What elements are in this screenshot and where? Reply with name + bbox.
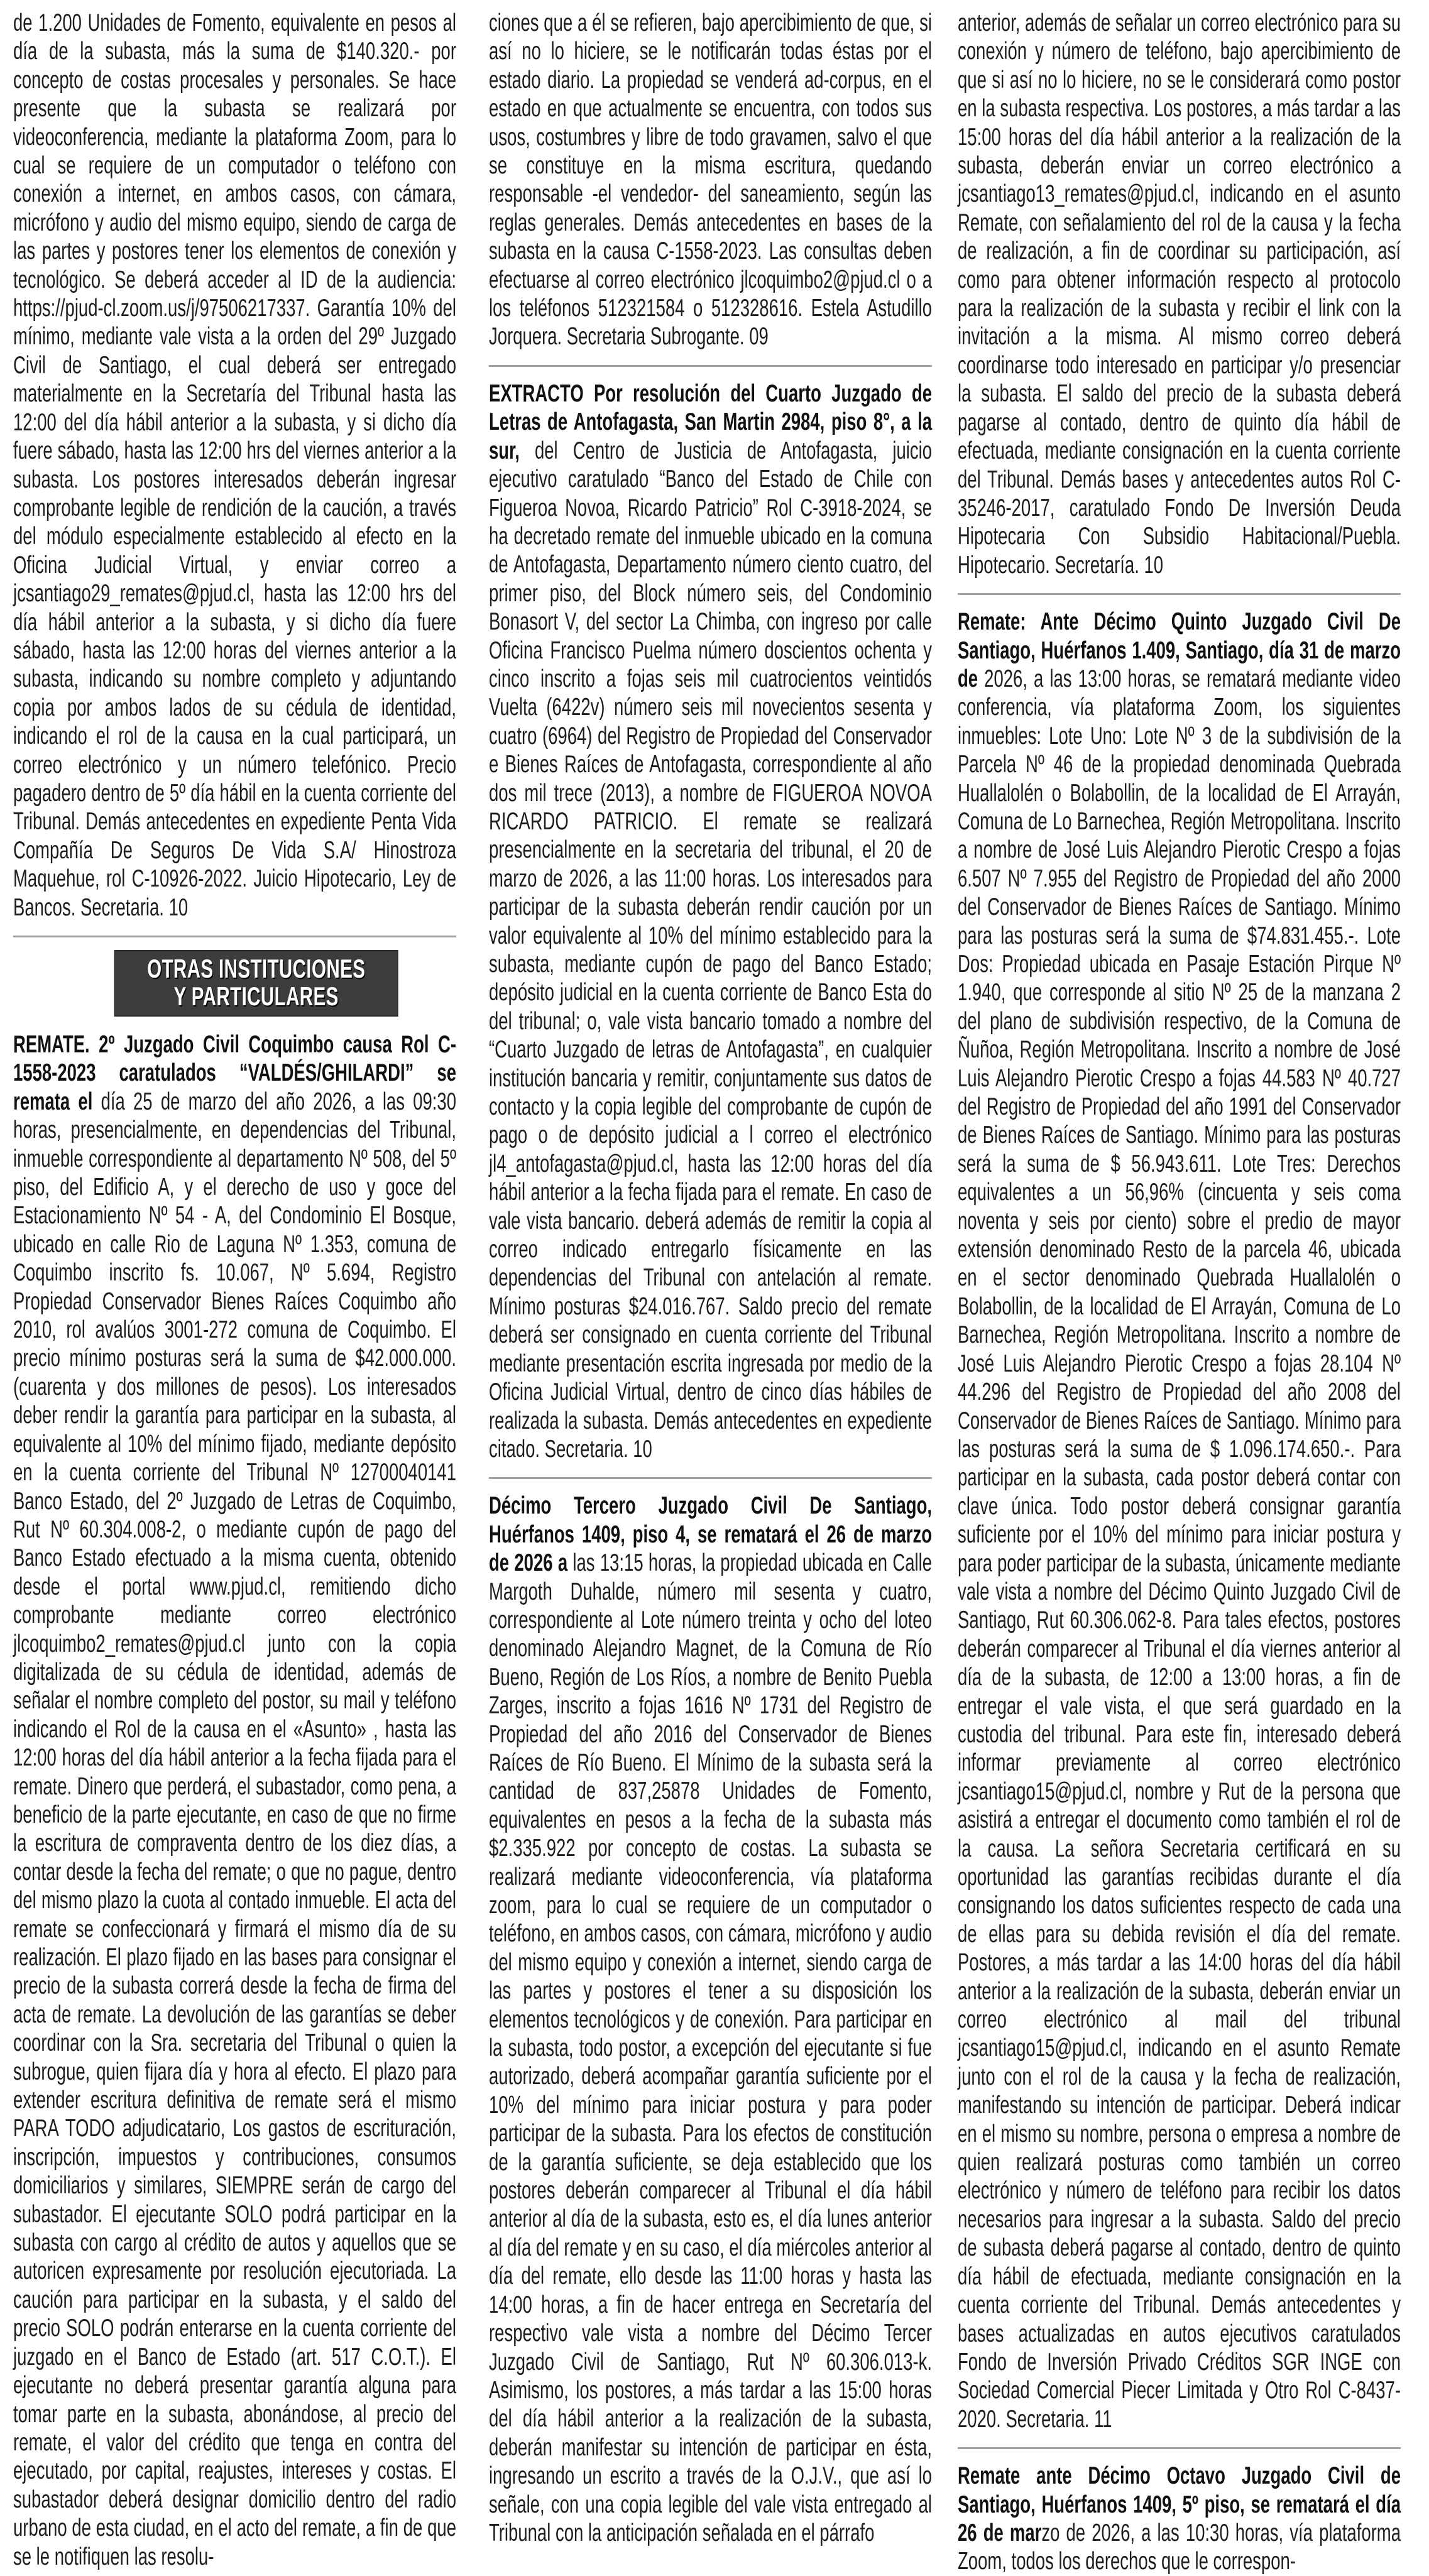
notice-lead: Remate ante Décimo Octavo Juzgado Civil de Santiago, Huérfanos 1409, 5º piso, se rematará el día 26 de mar [958,2462,1401,2546]
notice-lead: EXTRACTO Por resolución del Cuarto Juzgado de Letras de Antofagasta, San Martin 2984, piso 8°, a la sur, [489,379,932,464]
notice-divider [958,593,1401,595]
notice-decimo-tercero-juzgado [489,1492,932,2547]
notice-body: día 25 de marzo del año 2026, a las 09:30 horas, presencialmente, en dependencias del Tribunal, inmueble correspondiente al departamento Nº 508, del 5º piso, del Edificio A, y el derecho de uso y goce del Estacionamiento Nº 54 - A, del Condominio El Bosque, ubicado en calle Rio de Laguna Nº 1.353, comuna de Coquimbo inscrito fs. 10.067, Nº 5.694, Registro Propiedad Conservador Bienes Raíces Coquimbo año 2010, rol avalúos 3001-272 comuna de Coquimbo. El precio mínimo posturas será la suma de $42.000.000. (cuarenta y dos millones de pesos). Los interesados deber rendir la garantía para participar en la subasta, al equivalente al 10% del mínimo fijado, mediante depósito en la cuenta corriente del Tribunal Nº 12700040141 Banco Estado, del 2º Juzgado de Letras de Coquimbo, Rut Nº 60.304.008-2, o mediante cupón de pago del Banco Estado efectuado a la misma cuenta, obtenido desde el portal www.pjud.cl, remitiendo dicho comprobante mediante correo electrónico jlcoquimbo2_remates@pjud.cl junto con la copia digitalizada de su cédula de identidad, además de señalar el nombre completo del postor, su mail y teléfono indicando el Rol de la causa en el «Asunto» , hasta las 12:00 horas del día hábil anterior a la fecha fijada para el remate. Dinero que perderá, el subastador, como pena, a beneficio de la parte ejecutante, en caso de que no firme la escritura de compraventa dentro de los diez días, a contar desde la fecha del remate; o que no pague, dentro del mismo plazo la cuota al contado inmueble. El acta del remate se confeccionará y firmará el mismo día de su realización. El plazo fijado en las bases para consignar el precio de la subasta correrá desde la fecha de firma del acta de remate. La devolución de las garantías se deber coordinar con la Sra. secretaria del Tribunal o quien la subrogue, quien fijara día y hora al efecto. El plazo para extender escritura definitiva de remate será el mismo PARA TODO adjudicatario, Los gastos de escrituración, inscripción, impuestos y contribuciones, consumos domiciliarios y similares, SIEMPRE serán de cargo del subastador. El ejecutante SOLO podrá participar en la subasta con cargo al crédito de autos y aquellos que se autoricen expresamente por resolución ejecutoriada. La caución para participar en la subasta, y el saldo del precio SOLO podrán enterarse en la cuenta corriente del juzgado en el Banco de Estado (art. 517 C.O.T.). El ejecutante no deberá presentar garantía alguna para tomar parte en la subasta, abonándose, al precio del remate, el valor del crédito que tenga en contra del ejecutado, por capital, reajustes, intereses y costas. El subastador deberá designar domicilio dentro del radio urbano de esta ciudad, en el acto del remate, a fin de que se le notifiquen las resolu- [13,1088,457,2570]
notice-body: 2026, a las 13:00 horas, se rematará mediante video conferencia, vía plataforma Zoom, los siguientes inmuebles: Lote Uno: Lote Nº 3 de la subdivisión de la Parcela Nº 46 de la propiedad denominada Quebrada Huallalolén o Bolabollin, de la localidad de El Arrayán, Comuna de Lo Barnechea, Región Metropolitana. Inscrito a nombre de José Luis Alejandro Pierotic Crespo a fojas 6.507 Nº 7.955 del Registro de Propiedad del año 2000 del Conservador de Bienes Raíces de Santiago. Mínimo para las posturas será la suma de $74.831.455.-. Lote Dos: Propiedad ubicada en Pasaje Estación Pirque Nº 1.940, que corresponde al sitio Nº 25 de la manzana 2 del plano de subdivisión respectivo, de la Comuna de Ñuñoa, Región Metropolitana. Inscrito a nombre de José Luis Alejandro Pierotic Crespo a fojas 44.583 Nº 40.727 del Registro de Propiedad del año 1991 del Conservador de Bienes Raíces de Santiago. Mínimo para las posturas será la suma de $ 56.943.611. Lote Tres: Derechos equivalentes a un 56,96% (cincuenta y seis coma noventa y seis por ciento) sobre el predio de mayor extensión denominado Resto de la parcela 46, ubicada en el sector denominado Quebrada Huallalolén o Bolabollin, de la localidad de El Arrayán, Comuna de Lo Barnechea, Región Metropolitana. Inscrito a nombre de José Luis Alejandro Pierotic Crespo a fojas 28.104 Nº 44.296 del Registro de Propiedad del año 2008 del Conservador de Bienes Raíces de Santiago. Mínimo para las posturas será la suma de $ 1.096.174.650.-. Para participar en la subasta, cada postor deberá contar con clave única. Todo postor deberá consignar garantía suficiente por el 10% del mínimo para iniciar postura y para poder participar de la subasta, únicamente mediante vale vista a nombre del Décimo Quinto Juzgado Civil de Santiago, Rut 60.306.062-8. Para tales efectos, postores deberán comparecer al Tribunal el día viernes anterior al día de la subasta, de 12:00 a 13:00 horas, a fin de entregar el vale vista, el que será guardado en la custodia del tribunal. Para este fin, interesado deberá informar previamente al correo electrónico jcsantiago15@pjud.cl, nombre y Rut de la persona que asistirá a entregar el documento como también el rol de la causa. La señora Secretaria certificará en su oportunidad las garantías recibidas durante el día consignando los datos suficientes respecto de cada una de ellas para su debida revisión el día del remate. Postores, a más tardar a las 14:00 horas del día hábil anterior a la realización de la subasta, deberán enviar un correo electrónico al mail del tribunal jcsantiago15@pjud.cl, indicando en el asunto Remate junto con el rol de la causa y la fecha de realización, manifestando su intención de participar. Deberá indicar en el mismo su nombre, persona o empresa a nombre de quien realizará posturas como también un correo electrónico y número de teléfono para recibir los datos necesarios para ingresar a la subasta. Saldo del precio de subasta deberá pagarse al contado, dentro de quinto día hábil de efectuada, mediante consignación en la cuenta corriente del Tribunal. Demás antecedentes y bases actualizadas en autos ejecutivos caratulados Fondo de Inversión Privado Créditos SGR INGE con Sociedad Comercial Piecer Limitada y Otro Rol C-8437-2020. Secretaria. 11 [958,665,1401,2433]
notice-remate-coquimbo [13,1030,456,2571]
section-header [114,950,398,1017]
notice-body: del Centro de Justicia de Antofagasta, juicio ejecutivo caratulado “Banco del Estado de Chile con Figueroa Novoa, Ricardo Patricio” Rol C-3918-2024, se ha decretado remate del inmueble ubicado en la comuna de Antofagasta, Departamento número ciento cuatro, del primer piso, del Block número seis, del Condominio Bonasort V, del sector La Chimba, con ingreso por calle Oficina Francisco Puelma número doscientos ochenta y cinco inscrito a fojas seis mil cuatrocientos veintidós Vuelta (6422v) número seis mil novecientos sesenta y cuatro (6964) del Registro de Propiedad del Conservador e Bienes Raíces de Antofagasta, correspondiente al año dos mil trece (2013), a nombre de FIGUEROA NOVOA RICARDO PATRICIO. El remate se realizará presencialmente en la secretaria del tribunal, el 20 de marzo de 2026, a las 11:00 horas. Los interesados para participar de la subasta deberán rendir caución por un valor equivalente al 10% del mínimo establecido para la subasta, mediante cupón de pago del Banco Estado; depósito judicial en la cuenta corriente de Banco Esta do del tribunal; o, vale vista bancario tomado a nombre del “Cuarto Juzgado de letras de Antofagasta”, en cualquier institución bancaria y remitir, conjuntamente sus datos de contacto y la copia legible del comprobante de cupón de pago o de depósito judicial a l correo el electrónico jl4_antofagasta@pjud.cl, hasta las 12:00 horas del día hábil anterior a la fecha fijada para el remate. En caso de vale vista bancario. deberá además de remitir la copia al correo indicado entregarlo físicamente en las dependencias del Tribunal con antelación al remate. Mínimo posturas $24.016.767. Saldo precio del remate deberá ser consignado en cuenta corriente del Tribunal mediante presentación escrita ingresada por medio de la Oficina Judicial Virtual, dentro de cinco días hábiles de realizada la subasta. Demás antecedentes en expediente citado. Secretaria. 10 [489,437,932,1463]
notice-body: ciones que a él se refieren, bajo apercibimiento de que, si así no lo hiciere, se le notificarán todas éstas por el estado diario. La propiedad se venderá ad-corpus, en el estado en que actualmente se encuentra, con todos sus usos, costumbres y libre de todo gravamen, salvo el que se constituye en la misma escritura, quedando responsable -el vendedor- del saneamiento, según las reglas generales. Demás antecedentes en bases de la subasta en la causa C-1558-2023. Las consultas deben efectuarse al correo electrónico jlcoquimbo2@pjud.cl o a los teléfonos 512321584 o 512328616. Estela Astudillo Jorquera. Secretaria Subrogante. 09 [489,9,932,351]
notice-continuation [13,9,456,922]
notice-divider [958,2447,1401,2449]
notice-lead: Remate: Ante Décimo Quinto Juzgado Civil De Santiago, Huérfanos 1.409, Santiago, día 31 de marzo de [958,608,1401,692]
notice-body: las 13:15 horas, la propiedad ubicada en Calle Margoth Duhalde, número mil sesenta y cuatro, correspondiente al Lote número treinta y ocho del loteo denominado Alejandro Magnet, de la Comuna de Río Bueno, Región de Los Ríos, a nombre de Benito Puebla Zarges, inscrito a fojas 1616 Nº 1731 del Registro de Propiedad del año 2016 del Conservador de Bienes Raíces de Río Bueno. El Mínimo de la subasta será la cantidad de 837,25878 Unidades de Fomento, equivalentes en pesos a la fecha de la subasta más $2.335.922 por concepto de costas. La subasta se realizará mediante videoconferencia, vía plataforma zoom, para lo cual se requiere de un computador o teléfono, en ambos casos, con cámara, micrófono y audio del mismo equipo y conexión a internet, siendo carga de las partes y postores el tener a su disposición los elementos tecnológicos y de conexión. Para participar en la subasta, todo postor, a excepción del ejecutante si fue autorizado, deberá acompañar garantía suficiente por el 10% del mínimo para iniciar postura y para poder participar de la subasta. Para los efectos de constitución de la garantía suficiente, se deja establecido que los postores deberán comparecer al Tribunal el día hábil anterior al día de la subasta, esto es, el día lunes anterior al día del remate y en su caso, el día miércoles anterior al día del remate, ello desde las 11:00 horas y hasta las 14:00 horas, a fin de hacer entrega en Secretaría del respectivo vale vista a nombre del Décimo Tercer Juzgado Civil de Santiago, Rut Nº 60.306.013-k. Asimismo, los postores, a más tardar a las 15:00 horas del día hábil anterior a la realización de la subasta, deberán manifestar su intención de participar en ésta, ingresando un escrito a través de la O.J.V., que así lo señale, con una copia legible del vale vista entregado al Tribunal con la anticipación señalada en el párrafo [489,1549,933,2546]
notice-body: de 1.200 Unidades de Fomento, equivalente en pesos al día de la subasta, más la suma de $140.320.- por concepto de costas procesales y personales. Se hace presente que la subasta se realizará por videoconferencia, mediante la plataforma Zoom, para lo cual se requiere de un computador o teléfono con conexión a internet, en ambos casos, con cámara, micrófono y audio del mismo equipo, siendo de carga de las partes y postores tener los elementos de conexión y tecnológico. Se deberá acceder al ID de la audiencia: https://pjud-cl.zoom.us/j/97506217337. Garantía 10% del mínimo, mediante vale vista a la orden del 29º Juzgado Civil de Santiago, el cual deberá ser entregado materialmente en la Secretaría del Tribunal hasta las 12:00 del día hábil anterior a la subasta, y si dicho día fuere sábado, hasta las 12:00 hrs del viernes anterior a la subasta. Los postores interesados deberán ingresar comprobante legible de rendición de la caución, a través del módulo especialmente establecido al efecto en la Oficina Judicial Virtual, y enviar correo a jcsantiago29_remates@pjud.cl, hasta las 12:00 hrs del día hábil anterior a la subasta, y si dicho día fuere sábado, hasta las 12:00 horas del viernes anterior a la subasta, indicando su nombre completo y adjuntando copia por ambos lados de su cédula de identidad, indicando el rol de la causa en la cual participará, un correo electrónico y un número telefónico. Precio pagadero dentro de 5º día hábil en la cuenta corriente del Tribunal. Demás antecedentes en expediente Penta Vida Compañía De Seguros De Vida S.A/ Hinostroza Maquehue, rol C-10926-2022. Juicio Hipotecario, Ley de Bancos. Secretaria. 10 [13,9,456,921]
column-3 [958,9,1401,2575]
notice-decimo-octavo-juzgado [958,2462,1401,2576]
notice-decimo-quinto-juzgado [958,608,1401,2433]
column-2 [489,9,933,2546]
notice-divider [489,1477,932,1479]
column-1 [13,9,457,2570]
notice-lead: REMATE. 2º Juzgado Civil Coquimbo causa Rol C-1558-2023 caratulados “VALDÉS/GHILARDI” se remata el [13,1031,456,1115]
notice-extracto-antofagasta [489,379,932,1463]
section-header-line: OTRAS INSTITUCIONES [147,954,366,983]
notice-body: zo de 2026, a las 10:30 horas, vía plataforma Zoom, todos los derechos que le correspon- [958,2519,1401,2575]
notice-divider [13,936,456,937]
notice-body: anterior, además de señalar un correo electrónico para su conexión y número de teléfono, bajo apercibimiento de que si así no lo hiciere, no se le considerará como postor en la subasta respectiva. Los postores, a más tardar a las 15:00 horas del día hábil anterior a la realización de la subasta, deberán enviar un correo electrónico a jcsantiago13_remates@pjud.cl, indicando en el asunto Remate, con señalamiento del rol de la causa y la fecha de realización, a fin de coordinar su participación, así como para obtener información respecto al protocolo para la realización de la subasta y recibir el link con la invitación a la misma. Al mismo correo deberá coordinarse todo interesado en participar y/o presenciar la subasta. El saldo del precio de la subasta deberá pagarse al contado, dentro de quinto día hábil de efectuada, mediante consignación en la cuenta corriente del Tribunal. Demás bases y antecedentes autos Rol C-35246-2017, caratulado Fondo De Inversión Deuda Hipotecaria Con Subsidio Habitacional/Puebla. Hipotecario. Secretaría. 10 [958,9,1401,579]
notice-continuation [489,9,932,351]
notice-lead: Décimo Tercero Juzgado Civil De Santiago, Huérfanos 1409, piso 4, se rematará el 26 de marzo de 2026 a [489,1492,932,1577]
notice-divider [489,365,932,367]
section-header-line: Y PARTICULARES [173,981,339,1011]
notice-continuation [958,9,1401,579]
